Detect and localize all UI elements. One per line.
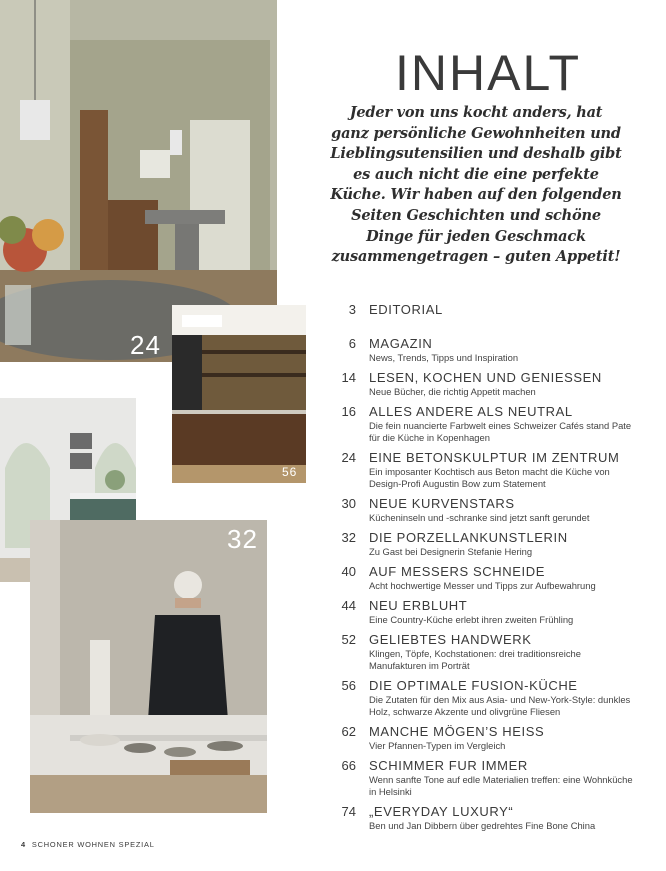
page-number-32: 32 <box>227 524 258 554</box>
toc-title: EDITORIAL <box>369 302 443 317</box>
toc-title: LESEN, KOCHEN UND GENIESSEN <box>369 370 602 385</box>
toc-page-number: 52 <box>341 632 356 647</box>
toc-title: SCHIMMER FUR IMMER <box>369 758 528 773</box>
toc-subtitle: Ein imposanter Kochtisch aus Beton macht die Küche von Design-Profi Augustin Bow zum Statement <box>369 466 610 489</box>
toc-title: AUF MESSERS SCHNEIDE <box>369 564 545 579</box>
toc-page-number: 24 <box>341 450 356 465</box>
toc-page-number: 30 <box>341 496 356 511</box>
toc-subtitle: News, Trends, Tipps und Inspiration <box>369 352 519 363</box>
toc-item[interactable] <box>332 564 632 598</box>
toc-title: ALLES ANDERE ALS NEUTRAL <box>369 404 573 419</box>
toc-page-number: 62 <box>341 724 356 739</box>
toc-title: NEUE KURVENSTARS <box>369 496 515 511</box>
footer-page-number: 4 <box>21 840 26 849</box>
toc-subtitle: Kücheninseln und -schranke sind jetzt sanft gerundet <box>369 512 590 523</box>
toc-item[interactable] <box>332 530 632 564</box>
photo-dark-kitchen <box>172 305 306 483</box>
toc-title: MAGAZIN <box>369 336 433 351</box>
toc-item[interactable] <box>332 758 632 804</box>
toc-subtitle: Zu Gast bei Designerin Stefanie Hering <box>369 546 533 557</box>
toc-title: MANCHE MÖGEN’S HEISS <box>369 724 545 739</box>
toc-subtitle: Eine Country-Küche erlebt ihren zweiten Frühling <box>369 614 574 625</box>
toc-subtitle: Neue Bücher, die richtig Appetit machen <box>369 386 536 397</box>
toc-item[interactable] <box>332 804 632 838</box>
toc-item[interactable] <box>332 450 632 496</box>
toc-title: EINE BETONSKULPTUR IM ZENTRUM <box>369 450 620 465</box>
toc-page-number: 56 <box>341 678 356 693</box>
toc-page-number: 6 <box>348 336 356 351</box>
toc-item[interactable] <box>332 632 632 678</box>
toc-title: DIE OPTIMALE FUSION-KÜCHE <box>369 678 578 693</box>
toc-page-number: 66 <box>341 758 356 773</box>
page-number-56: 56 <box>282 465 298 479</box>
toc-title: GELIEBTES HANDWERK <box>369 632 532 647</box>
toc-item[interactable] <box>332 336 632 370</box>
toc-page-number: 32 <box>341 530 356 545</box>
toc-item[interactable] <box>332 496 632 530</box>
intro-text: Jeder von uns kocht anders, hat ganz persönliche Gewohnheiten und Lieblingsutensilien und deshalb gibt es auch nicht die eine perfekte Küche. Wir haben auf den folgenden Seiten Geschichten und schöne Dinge für jeden Geschmack zusammengetragen – guten Appetit! <box>330 104 622 266</box>
table-of-contents <box>332 302 632 838</box>
toc-item[interactable] <box>332 404 632 450</box>
toc-subtitle: Die fein nuancierte Farbwelt eines Schweizer Cafés stand Pate für die Küche in Kopenhagen <box>369 420 632 443</box>
page-footer <box>21 840 155 849</box>
toc-page-number: 3 <box>348 302 356 317</box>
page-number-24: 24 <box>130 330 161 360</box>
toc-subtitle: Klingen, Töpfe, Kochstationen: drei traditionsreiche Manufakturen im Porträt <box>369 648 581 671</box>
toc-page-number: 16 <box>341 404 356 419</box>
toc-subtitle: Acht hochwertige Messer und Tipps zur Aufbewahrung <box>369 580 596 591</box>
toc-item[interactable] <box>332 302 632 336</box>
toc-title: NEU ERBLUHT <box>369 598 468 613</box>
page-title: INHALT <box>395 45 582 101</box>
toc-subtitle: Wenn sanfte Tone auf edle Materialien treffen: eine Wohnküche in Helsinki <box>369 774 633 797</box>
toc-page-number: 74 <box>341 804 356 819</box>
toc-page-number: 14 <box>341 370 356 385</box>
footer-magazine-name: SCHONER WOHNEN SPEZIAL <box>31 840 155 849</box>
toc-title: „EVERYDAY LUXURY“ <box>369 804 514 819</box>
toc-subtitle: Vier Pfannen-Typen im Vergleich <box>369 740 506 751</box>
toc-title: DIE PORZELLANKUNSTLERIN <box>369 530 568 545</box>
toc-item[interactable] <box>332 678 632 724</box>
toc-page-number: 40 <box>341 564 356 579</box>
toc-subtitle: Ben und Jan Dibbern über gedrehtes Fine Bone China <box>369 820 596 831</box>
toc-item[interactable] <box>332 724 632 758</box>
toc-item[interactable] <box>332 598 632 632</box>
toc-item[interactable] <box>332 370 632 404</box>
toc-subtitle: Die Zutaten für den Mix aus Asia- und New-York-Style: dunkles Holz, schwarze Akzente und olivgrüne Fliesen <box>369 694 631 717</box>
toc-page-number: 44 <box>341 598 356 613</box>
photo-designer-portrait <box>30 520 267 813</box>
